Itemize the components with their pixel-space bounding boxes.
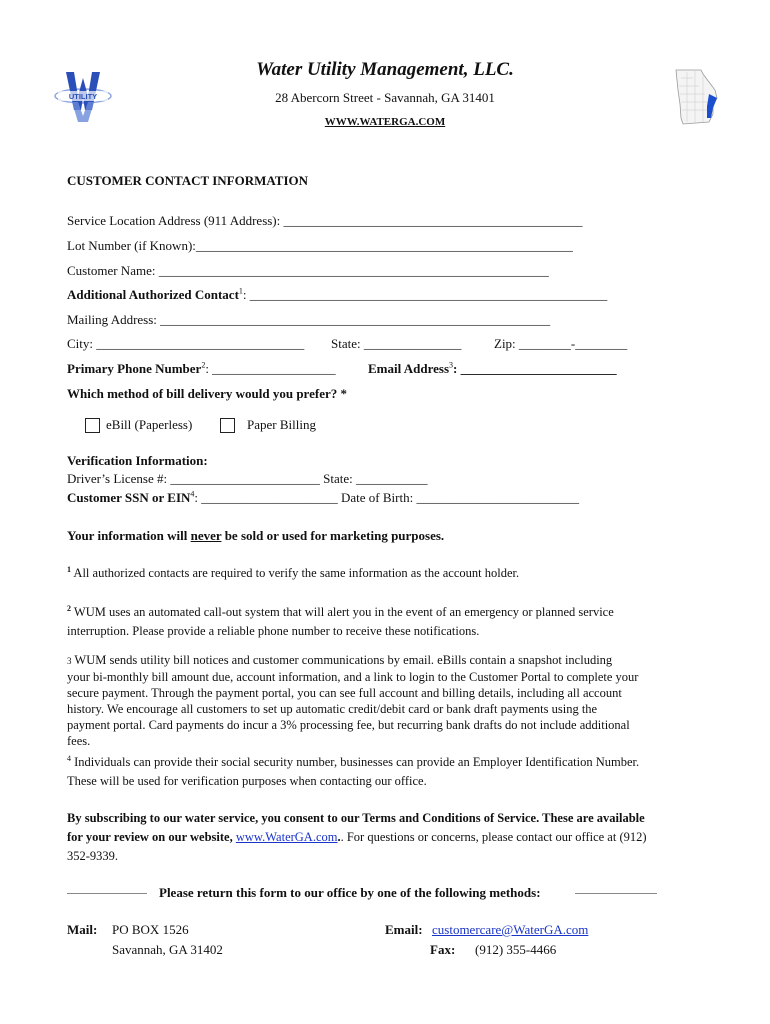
footnote-3-line-5: payment portal. Card payments do incur a 3% processing fee, but recurring bank drafts do not include additional bbox=[67, 718, 630, 732]
email-label: Email Address bbox=[368, 361, 450, 376]
customer-name-field[interactable]: Customer Name: ____________________________________________________________ bbox=[67, 263, 549, 278]
email-field[interactable] bbox=[368, 361, 617, 377]
footnote-2-line-2: interruption. Please provide a reliable phone number to receive these notifications. bbox=[67, 624, 480, 638]
footnote-3-text-1: WUM sends utility bill notices and customer communications by email. eBills contain a snapshot including bbox=[71, 653, 613, 667]
footnote-2-line-1 bbox=[67, 603, 614, 622]
fax-label: Fax: bbox=[430, 942, 456, 957]
website-link[interactable]: www.WaterGA.com bbox=[235, 830, 338, 844]
email-method-label: Email: bbox=[385, 922, 423, 937]
paper-billing-checkbox[interactable] bbox=[220, 418, 235, 433]
footnote-3-line-1 bbox=[67, 652, 638, 669]
lot-number-field[interactable]: Lot Number (if Known):__________________________________________________________ bbox=[67, 238, 573, 253]
footnote-4-line-2: These will be used for verification purposes when contacting our office. bbox=[67, 774, 427, 788]
footnote-3-line-4: history. We encourage all customers to set up automatic credit/debit card or bank draft payments using the bbox=[67, 702, 598, 716]
bill-delivery-question: Which method of bill delivery would you prefer? * bbox=[67, 386, 347, 401]
mail-label: Mail: bbox=[67, 922, 98, 937]
terms-line-2-bold: for your review on our website, bbox=[67, 830, 236, 844]
mail-line-1: PO BOX 1526 bbox=[112, 922, 189, 937]
footnote-ref-3: 3 bbox=[449, 360, 454, 370]
phone-line: : ___________________ bbox=[205, 361, 336, 376]
footnote-4 bbox=[67, 753, 639, 791]
company-address: 28 Abercorn Street - Savannah, GA 31401 bbox=[275, 90, 495, 105]
footnote-4-mark: 4 bbox=[67, 753, 71, 763]
terms-line-1: By subscribing to our water service, you consent to our Terms and Conditions of Service. These are available bbox=[67, 811, 645, 825]
footnote-4-text-1: Individuals can provide their social security number, businesses can provide an Employer Identification Number. bbox=[71, 755, 640, 769]
footnote-2-text-1: WUM uses an automated call-out system that will alert you in the event of an emergency or planned service bbox=[71, 605, 614, 619]
company-name: Water Utility Management, LLC. bbox=[256, 59, 514, 80]
ssn-line: : _____________________ Date of Birth: _________________________ bbox=[194, 490, 579, 505]
georgia-map-icon bbox=[673, 68, 723, 126]
footnote-3-mark: 3 bbox=[67, 656, 72, 666]
footnote-3-line-2: your bi-monthly bill amount due, account information, and a link to login to the Customer Portal to complete your bbox=[67, 670, 639, 684]
privacy-before: Your information will bbox=[67, 528, 191, 543]
additional-contact-label: Additional Authorized Contact bbox=[67, 287, 239, 302]
terms-line-2-rest: . For questions or concerns, please contact our office at (912) bbox=[340, 830, 647, 844]
fax-value: (912) 355-4466 bbox=[475, 942, 557, 957]
ebill-checkbox[interactable] bbox=[85, 418, 100, 433]
footnote-3 bbox=[67, 652, 638, 749]
office-email-link[interactable]: customercare@WaterGA.com bbox=[432, 922, 589, 937]
footnote-ref-1: 1 bbox=[238, 286, 243, 296]
privacy-after: be sold or used for marketing purposes. bbox=[221, 528, 445, 543]
footnote-3-line-3: secure payment. Through the payment portal, you can see full account and billing details, including all account bbox=[67, 686, 622, 700]
divider-right bbox=[575, 893, 657, 894]
company-website[interactable]: WWW.WATERGA.COM bbox=[324, 116, 446, 128]
state-field[interactable]: State: _______________ bbox=[331, 336, 462, 351]
zip-field[interactable]: Zip: ________-________ bbox=[494, 336, 628, 351]
footnote-1-mark: 1 bbox=[67, 564, 71, 574]
phone-label: Primary Phone Number bbox=[67, 361, 202, 376]
mail-line-2: Savannah, GA 31402 bbox=[112, 942, 223, 957]
service-address-field[interactable]: Service Location Address (911 Address): ______________________________________________ bbox=[67, 213, 583, 228]
terms-paragraph bbox=[67, 809, 647, 866]
paper-billing-label[interactable]: Paper Billing bbox=[247, 417, 316, 432]
additional-contact-field[interactable] bbox=[67, 287, 607, 303]
logo-text: UTILITY bbox=[68, 92, 98, 101]
ssn-field[interactable] bbox=[67, 490, 579, 506]
footnote-ref-4: 4 bbox=[190, 489, 195, 499]
ssn-label: Customer SSN or EIN bbox=[67, 490, 191, 505]
return-heading: Please return this form to our office by one of the following methods: bbox=[159, 885, 541, 900]
footnote-2-mark: 2 bbox=[67, 603, 71, 613]
footnote-4-line-1 bbox=[67, 753, 639, 772]
city-field[interactable]: City: ________________________________ bbox=[67, 336, 305, 351]
privacy-statement bbox=[67, 528, 444, 544]
footnote-1 bbox=[67, 566, 519, 581]
privacy-emphasis: never bbox=[190, 528, 222, 543]
verification-title: Verification Information: bbox=[67, 453, 208, 468]
ebill-label[interactable]: eBill (Paperless) bbox=[106, 417, 193, 432]
mailing-address-field[interactable]: Mailing Address: ____________________________________________________________ bbox=[67, 312, 551, 327]
footnote-3-line-6: fees. bbox=[67, 734, 91, 748]
terms-line-2 bbox=[67, 828, 647, 847]
phone-field[interactable] bbox=[67, 361, 336, 377]
additional-contact-line: : _______________________________________________________ bbox=[242, 287, 608, 302]
footnote-ref-2: 2 bbox=[201, 360, 206, 370]
divider-left bbox=[67, 893, 147, 894]
email-line: : ________________________ bbox=[453, 361, 617, 376]
footnote-1-text: All authorized contacts are required to verify the same information as the account holder. bbox=[71, 566, 520, 580]
drivers-license-field[interactable]: Driver’s License #: _______________________ State: ___________ bbox=[67, 471, 428, 486]
terms-line-3: 352-9339. bbox=[67, 849, 119, 863]
footnote-2 bbox=[67, 603, 614, 641]
terms-period: . bbox=[337, 830, 341, 844]
section-title: CUSTOMER CONTACT INFORMATION bbox=[67, 173, 309, 188]
